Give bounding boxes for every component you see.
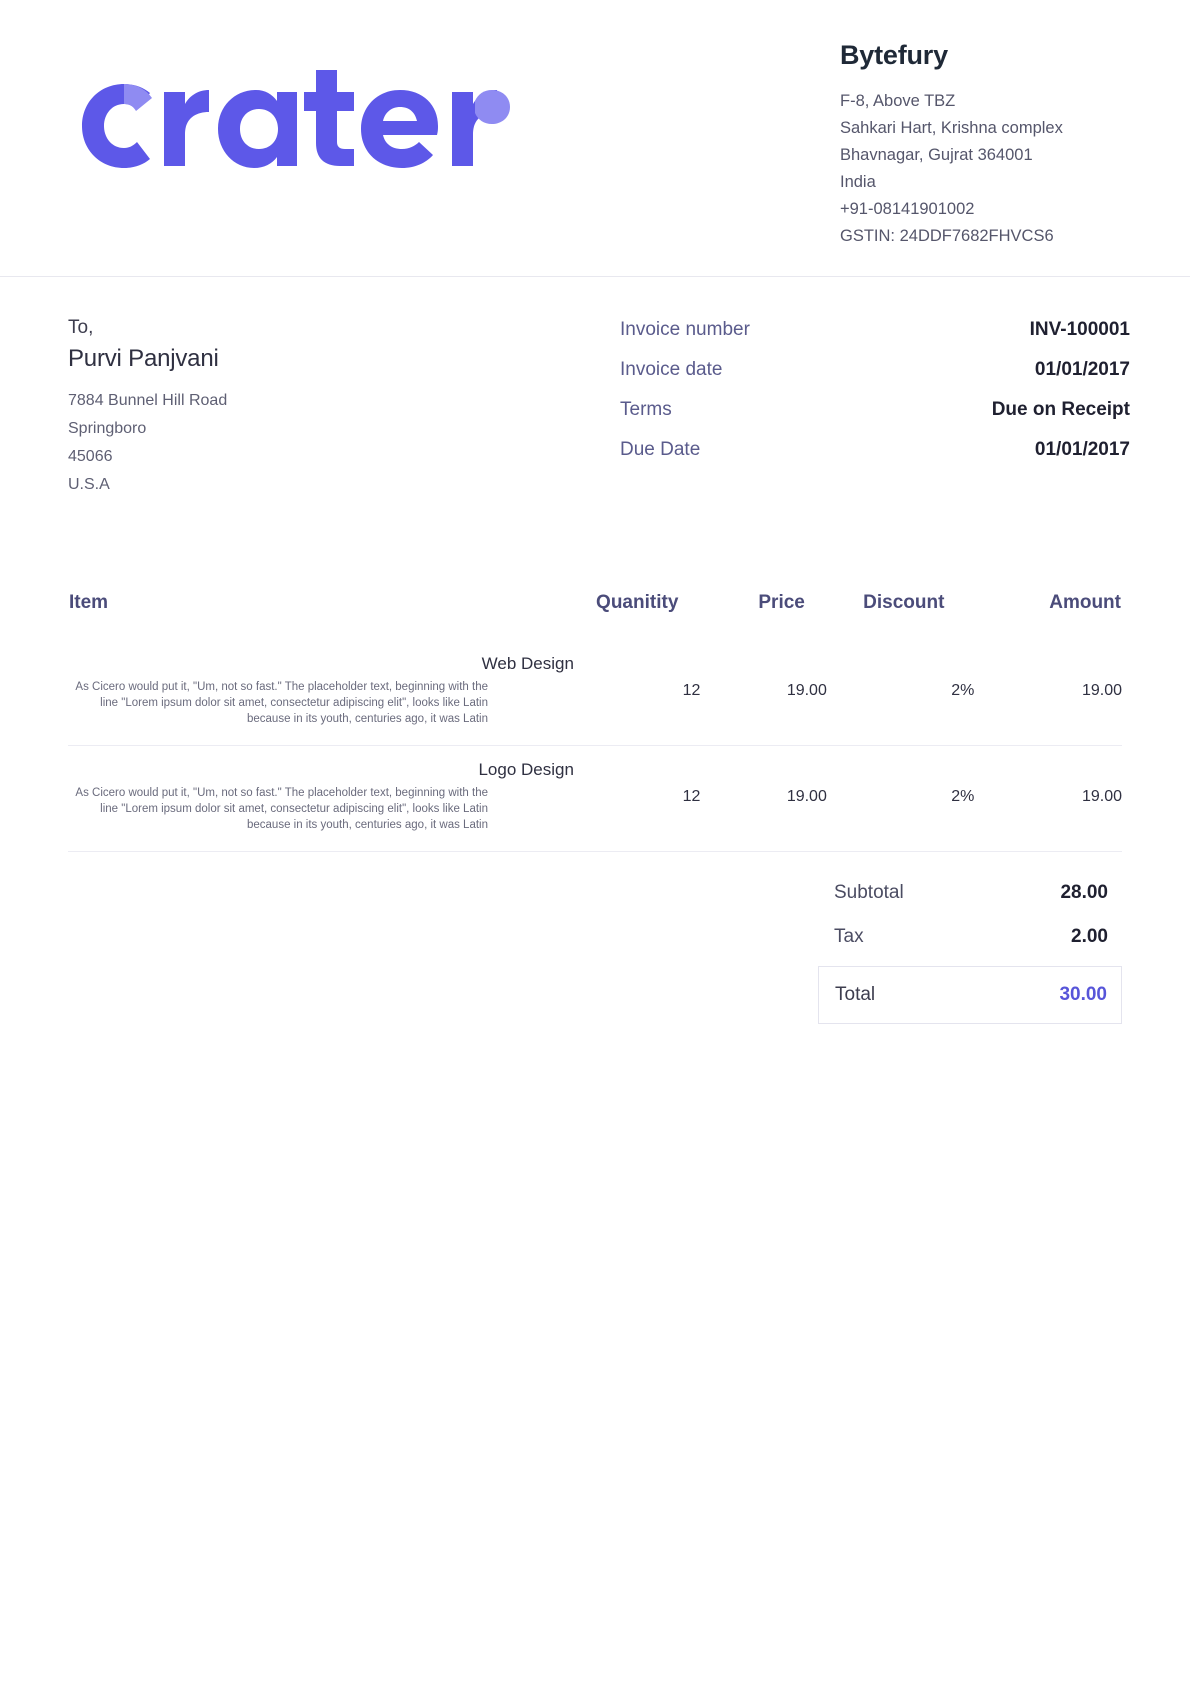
column-header-item: Item [69,592,109,613]
customer-address-line: U.S.A [68,476,110,493]
items-table [68,591,1122,851]
totals-row-subtotal [818,878,1122,908]
meta-label: Invoice number [620,319,750,340]
totals-section [0,878,1130,1024]
item-description: As Cicero would put it, "Um, not so fast." The placeholder text, beginning with the line "Lorem ipsum dolor sit amet, consectetur adipiscing elit", looks like Latin because in its youth, centuries ago, it was Latin [75,681,488,725]
tax-label: Tax [834,926,864,947]
meta-row-invoice-date [620,359,1130,381]
meta-label: Terms [620,399,672,420]
item-description: As Cicero would put it, "Um, not so fast." The placeholder text, beginning with the line "Lorem ipsum dolor sit amet, consectetur adipiscing elit", looks like Latin because in its youth, centuries ago, it was Latin [75,787,488,831]
item-discount: 2% [827,746,975,852]
bill-to-label: To, [68,317,94,338]
column-header-price: Price [758,592,805,613]
meta-value: 01/01/2017 [1034,439,1130,460]
totals-row-tax [818,922,1122,952]
invoice-details-section [0,277,1190,499]
items-table-body [68,640,1122,851]
customer-address-line: 45066 [68,448,113,465]
invoice-meta-block [620,317,1130,499]
subtotal-label: Subtotal [834,882,904,903]
total-value: 30.00 [1059,984,1107,1005]
customer-address-line: Springboro [68,420,147,437]
company-address-line: Sahkari Hart, Krishna complex [840,119,1063,137]
items-section [60,591,1130,851]
company-gstin: GSTIN: 24DDF7682FHVCS6 [840,227,1054,245]
item-cell [68,640,574,746]
items-table-bottom-divider [68,851,1122,852]
totals-row-total [818,966,1122,1024]
item-discount: 2% [951,681,975,699]
company-address-line: Bhavnagar, Gujrat 364001 [840,146,1033,164]
column-header-quantity: Quanitity [596,592,679,613]
item-amount: 19.00 [974,746,1122,852]
item-price: 19.00 [786,681,827,699]
company-address-line: India [840,173,876,191]
customer-address-line: 7884 Bunnel Hill Road [68,392,228,409]
invoice-header [0,0,1190,277]
column-header-discount: Discount [863,592,945,613]
column-header-amount: Amount [1049,592,1121,613]
total-label: Total [835,984,876,1005]
bill-to-block [60,317,620,499]
brand-logo [60,34,510,170]
crater-logo-icon [80,70,510,170]
meta-value: INV-100001 [1029,319,1130,340]
item-amount: 19.00 [1081,681,1122,699]
company-info [840,34,1130,250]
meta-row-due-date [620,439,1130,461]
item-quantity: 12 [682,681,701,699]
items-table-head [68,591,1122,640]
item-name: Web Design [481,654,574,673]
meta-label: Due Date [620,439,701,460]
table-row [68,746,1122,852]
meta-row-invoice-number [620,319,1130,341]
customer-name: Purvi Panjvani [68,345,219,372]
company-phone: +91-08141901002 [840,200,975,218]
company-name: Bytefury [840,40,948,70]
table-row [68,640,1122,746]
item-price: 19.00 [700,746,826,852]
items-table-header-row [68,591,1122,640]
meta-value: 01/01/2017 [1034,359,1130,380]
meta-row-terms [620,399,1130,421]
tax-value: 2.00 [1071,926,1108,947]
subtotal-value: 28.00 [1060,882,1108,903]
company-address-line: F-8, Above TBZ [840,92,956,110]
totals-box [818,878,1130,1024]
item-cell [68,746,574,852]
meta-value: Due on Receipt [991,399,1130,420]
item-name: Logo Design [478,760,574,779]
item-quantity: 12 [574,746,700,852]
meta-label: Invoice date [620,359,723,380]
